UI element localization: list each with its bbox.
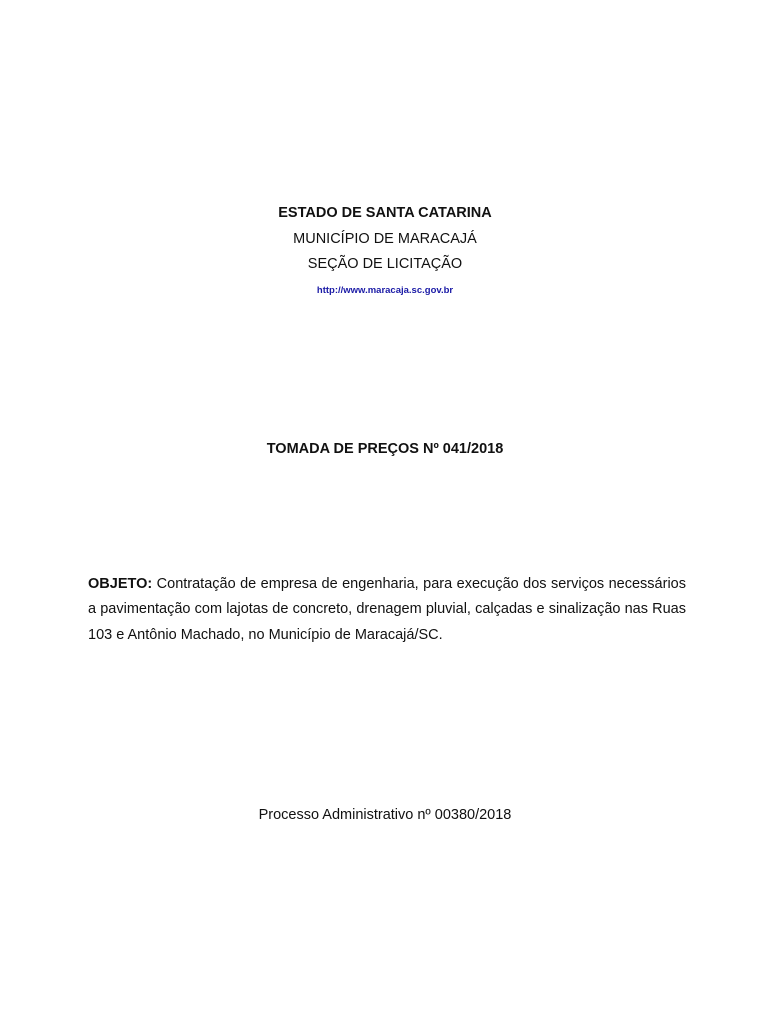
website-link[interactable]: http://www.maracaja.sc.gov.br	[316, 285, 454, 296]
section-heading: SEÇÃO DE LICITAÇÃO	[307, 256, 463, 272]
state-heading: ESTADO DE SANTA CATARINA	[278, 205, 492, 221]
object-paragraph	[88, 572, 686, 649]
tender-title: TOMADA DE PREÇOS Nº 041/2018	[266, 441, 504, 457]
process-number: Processo Administrativo nº 00380/2018	[258, 807, 512, 823]
object-text: Contratação de empresa de engenharia, para execução dos serviços necessários a pavimentação com lajotas de concreto, drenagem pluvial, calçadas e sinalização nas Ruas 103 e Antônio Machado, no Município de Maracajá/SC.	[88, 575, 686, 643]
municipality-heading: MUNICÍPIO DE MARACAJÁ	[293, 231, 477, 247]
object-label: OBJETO:	[88, 575, 153, 592]
